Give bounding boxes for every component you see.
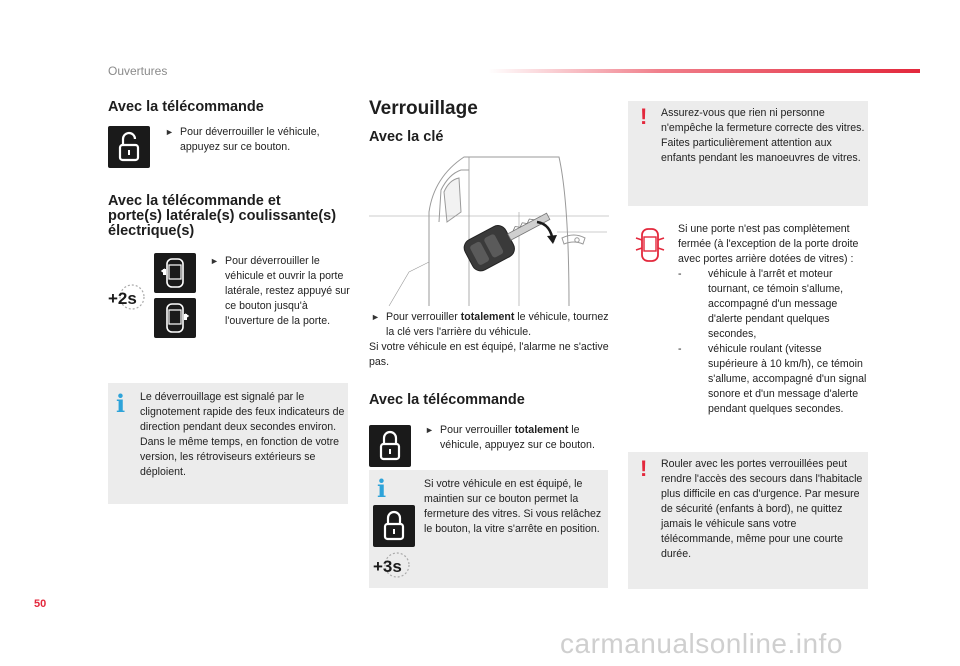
section-title-key: Avec la clé [369, 129, 444, 145]
warning-windows-text: Assurez-vous que rien ni personne n'empêche la fermeture correcte des vitres. Faites particulièrement attention aux enfants pendant les manoeuvres de vitres. [661, 107, 865, 164]
stopwatch-icon [106, 282, 150, 312]
warning-icon: ! [640, 104, 648, 129]
door-open-warning-lamp [634, 226, 666, 264]
unlock-instruction: ► Pour déverrouiller le véhicule, appuyez sur ce bouton. [165, 126, 320, 153]
lock-button-pictogram [373, 505, 415, 547]
section-title-unlock-remote: Avec la télécommande [108, 99, 264, 115]
bullet-arrow-icon: ► [371, 312, 380, 322]
lock-icon [369, 425, 411, 467]
stopwatch-icon [371, 550, 415, 580]
bullet-arrow-icon: ► [210, 256, 219, 266]
car-door-key-illustration [369, 152, 609, 306]
warning-icon: ! [640, 456, 648, 481]
page-number: 50 [34, 598, 47, 610]
van-side-door-icon [154, 298, 196, 338]
sliding-door-instruction: ► Pour déverrouiller le véhicule et ouvrir la porte latérale, restez appuyé sur ce bouton jusqu'à l'ouverture de la porte. [210, 255, 350, 327]
hold-3s-badge [371, 550, 415, 580]
sliding-door-left-pictogram [154, 253, 196, 293]
info-icon: i [116, 389, 126, 418]
hold-2s-badge [106, 282, 150, 312]
section-title-sliding-door: Avec la télécommande et porte(s) latérale(s) coulissante(s) électrique(s) [108, 193, 337, 239]
lock-icon [373, 505, 415, 547]
hold-3s-label: +3s [373, 557, 402, 576]
sliding-door-right-pictogram [154, 298, 196, 338]
lock-button-pictogram [369, 425, 411, 467]
van-side-door-icon [154, 253, 196, 293]
bullet-arrow-icon: ► [425, 425, 434, 435]
key-lock-illustration [369, 152, 609, 306]
bullet-arrow-icon: ► [165, 127, 174, 137]
warning-locked-doors-text: Rouler avec les portes verrouillées peut rendre l'accès des secours dans l'habitacle plus difficile en cas d'urgence. Par mesure de sécurité (enfants à bord), ne quittez jamais le véhicule sans votre télécommande, même pour une courte durée. [661, 458, 863, 560]
header-title: Ouvertures [108, 64, 168, 78]
remote-lock-instruction: ► Pour verrouiller totalement le véhicule, appuyez sur ce bouton. [425, 424, 595, 451]
key-lock-instruction: ► Pour verrouiller totalement le véhicule, tournez la clé vers l'arrière du véhicule. [371, 311, 609, 338]
section-title-lock-remote: Avec la télécommande [369, 392, 525, 408]
info-unlock-text: Le déverrouillage est signalé par le clignotement rapide des feux indicateurs de direction pendant deux secondes environ. Dans le même temps, en fonction de votre version, les rétroviseurs extérieurs se déploient. [140, 391, 345, 478]
door-open-icon [634, 226, 666, 264]
hold-2s-label: +2s [108, 289, 137, 308]
info-windows-text: Si votre véhicule en est équipé, le maintien sur ce bouton permet la fermeture des vitres. Si vous relâchez le bouton, la vitre s'arrête en position. [424, 478, 602, 535]
door-open-warning-text: Si une porte n'est pas complètement fermée (à l'exception de la porte droite avec portes arrière dotées de vitres) : - véhicule à l'arrêt et moteur tournant, ce témoin s'allume, accompagné d'un message d'alerte pendant quelques secondes, - véhicule roulant (vitesse supérieure à 10 km/h), ce témoin s'allume, accompagné d'un signal sonore et d'un message d'alerte pendant quelques secondes. [678, 223, 867, 415]
section-title-locking: Verrouillage [369, 98, 478, 119]
unlock-icon [108, 126, 150, 168]
unlock-button-pictogram [108, 126, 150, 168]
header-accent-bar [488, 69, 920, 73]
watermark: carmanualsonline.info [560, 628, 843, 659]
alarm-note: Si votre véhicule en est équipé, l'alarme ne s'active pas. [369, 341, 609, 368]
info-icon: i [377, 474, 387, 503]
